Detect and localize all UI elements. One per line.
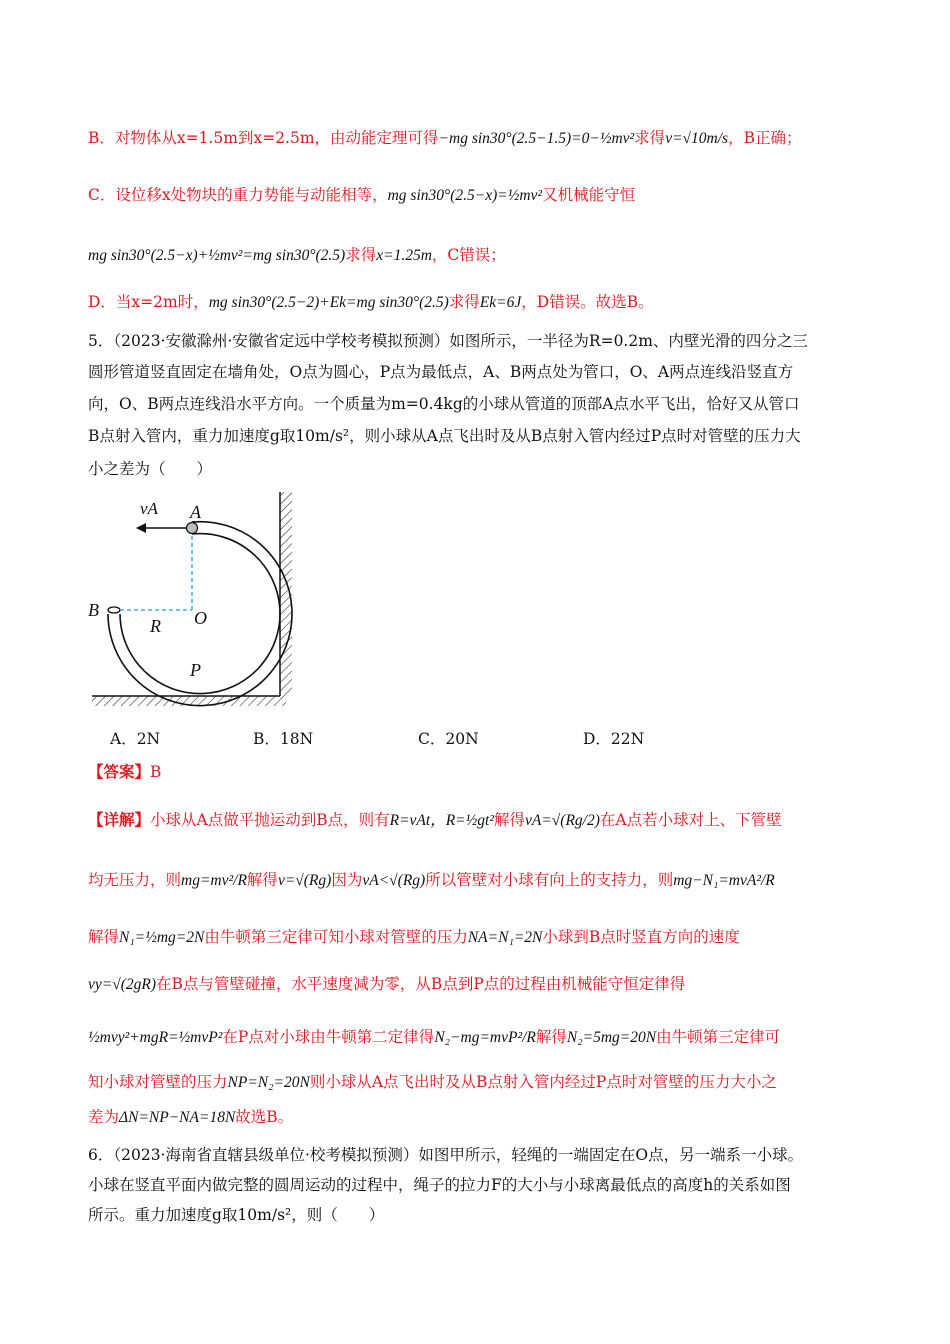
q4-b-mid: 求得 bbox=[634, 129, 666, 147]
q4-b-eq2: v=√10m/s bbox=[665, 130, 729, 147]
choice-c: C．20N bbox=[418, 730, 479, 748]
q4-c-eq2: mg sin30°(2.5−x)+½mv²=mg sin30°(2.5) bbox=[88, 247, 346, 264]
q5-detail-line4 bbox=[88, 972, 868, 997]
d5-c: 解得 bbox=[535, 1028, 567, 1046]
answer-value: B bbox=[150, 763, 162, 781]
q5-pipe-figure bbox=[86, 486, 308, 716]
q4-d-eq2: Ek=6J bbox=[479, 294, 522, 311]
d6-text: 知小球对管壁的压力 bbox=[88, 1073, 228, 1091]
q5-detail-line5 bbox=[88, 1025, 868, 1050]
q4-c-end: 又机械能守恒 bbox=[542, 186, 636, 204]
q6-stem-line3: 所示。重力加速度g取10m/s²，则（ ） bbox=[88, 1206, 385, 1224]
q5-detail-line6 bbox=[88, 1070, 868, 1095]
q5-stem-line1: 5．（2023·安徽滁州·安徽省定远中学校考模拟预测）如图所示，一半径为R=0.2m、内壁光滑的四分之三 bbox=[88, 332, 808, 350]
d1-c: 在A点若小球对上、下管壁 bbox=[599, 811, 782, 829]
label-p: P bbox=[190, 660, 201, 680]
d7-b: 故选B。 bbox=[235, 1108, 294, 1126]
q6-stem-line2: 小球在竖直平面内做完整的圆周运动的过程中，绳子的拉力F的大小与小球离最低点的高度h的关系如图 bbox=[88, 1176, 791, 1194]
d7-text: 差为 bbox=[88, 1108, 120, 1126]
q4-option-c-line bbox=[88, 183, 868, 208]
d2-eq2: v=√(Rg) bbox=[277, 872, 332, 889]
d3-eq: N₁=½mg=2N bbox=[119, 929, 205, 946]
d5-eq3: N₂=5mg=20N bbox=[566, 1029, 657, 1046]
q5-detail-line3 bbox=[88, 925, 868, 950]
d1-eq2: vA=√(Rg/2) bbox=[524, 812, 600, 829]
d4-eq: vy=√(2gR) bbox=[88, 976, 157, 993]
q4-b-end: ，B正确； bbox=[728, 129, 802, 147]
d1-text: 小球从A点做平抛运动到B点，则有 bbox=[150, 811, 390, 829]
label-b: B bbox=[88, 600, 99, 620]
label-va: vA bbox=[140, 499, 158, 518]
choice-d: D．22N bbox=[583, 730, 645, 748]
d6-eq: NP=N₂=20N bbox=[227, 1074, 310, 1091]
q5-answer-line bbox=[88, 760, 868, 784]
d3-eq2: NA=N₁=2N bbox=[467, 929, 543, 946]
d4-b: 在B点与管壁碰撞，水平速度减为零，从B点到P点的过程由机械能守恒定律得 bbox=[156, 975, 686, 993]
label-o: O bbox=[194, 608, 207, 628]
q5-detail-line7 bbox=[88, 1105, 868, 1130]
d5-b: 在P点对小球由牛顿第二定律得 bbox=[222, 1028, 435, 1046]
d2-b: 解得 bbox=[246, 871, 278, 889]
label-a: A bbox=[190, 502, 201, 522]
d3-text: 解得 bbox=[88, 928, 120, 946]
d6-b: 则小球从A点飞出时及从B点射入管内经过P点时对管壁的压力大小之 bbox=[309, 1073, 777, 1091]
label-r: R bbox=[150, 616, 161, 636]
d2-eq4: mg−N₁=mvA²/R bbox=[673, 872, 775, 889]
d2-eq3: vA<√(Rg) bbox=[362, 872, 426, 889]
q4-b-eq1: −mg sin30°(2.5−1.5)=0−½mv² bbox=[438, 130, 635, 147]
ball-a bbox=[187, 523, 198, 534]
d5-d: 由牛顿第三定律可 bbox=[656, 1028, 781, 1046]
d2-d: 所以管壁对小球有向上的支持力，则 bbox=[425, 871, 674, 889]
q5-stem-line3: 向，O、B两点连线沿水平方向。一个质量为m=0.4kg的小球从管道的顶部A点水平飞出，恰好又从管口 bbox=[88, 395, 800, 413]
answer-tag: 【答案】 bbox=[88, 762, 151, 781]
d2-c: 因为 bbox=[331, 871, 363, 889]
q6-stem-line1: 6．（2023·海南省直辖县级单位·校考模拟预测）如图甲所示，轻绳的一端固定在O点，另一端系一小球。 bbox=[88, 1146, 804, 1164]
d1-b: 解得 bbox=[493, 811, 525, 829]
q4-d-end: ，D错误。故选B。 bbox=[521, 293, 654, 311]
q5-stem-line5: 小之差为（ ） bbox=[88, 460, 213, 478]
q5-detail-line2 bbox=[88, 868, 868, 893]
d2-text: 均无压力，则 bbox=[88, 871, 182, 889]
q4-d-eq1: mg sin30°(2.5−2)+Ek=mg sin30°(2.5) bbox=[208, 294, 449, 311]
q4-d-text: D．当x=2m时， bbox=[88, 293, 209, 311]
q4-c-end2: ，C错误； bbox=[431, 246, 506, 264]
q4-c-eq3: x=1.25m bbox=[376, 247, 432, 264]
q4-c-eq1: mg sin30°(2.5−x)=½mv² bbox=[387, 187, 543, 204]
q5-stem-line2: 圆形管道竖直固定在墙角处，O点为圆心，P点为最低点，A、B两点处为管口，O、A两点连线沿竖直方 bbox=[88, 363, 794, 381]
d5-eq: ½mvy²+mgR=½mvP² bbox=[88, 1029, 223, 1046]
d3-c: 小球到B点时竖直方向的速度 bbox=[542, 928, 740, 946]
detail-tag: 【详解】 bbox=[88, 810, 151, 829]
d1-eq: R=vAt，R=½gt² bbox=[389, 812, 494, 829]
q4-option-b-line bbox=[88, 126, 868, 151]
choice-b: B．18N bbox=[253, 730, 314, 748]
q4-option-d-line bbox=[88, 290, 868, 315]
q4-d-mid: 求得 bbox=[448, 293, 480, 311]
q4-b-text: B．对物体从x=1.5m到x=2.5m，由动能定理可得 bbox=[88, 129, 439, 147]
d3-b: 由牛顿第三定律可知小球对管壁的压力 bbox=[204, 928, 468, 946]
velocity-arrow-head bbox=[136, 523, 146, 533]
pipe-mouth-b bbox=[108, 607, 120, 613]
d5-eq2: N₂−mg=mvP²/R bbox=[434, 1029, 536, 1046]
q4-option-c-line2 bbox=[88, 243, 868, 268]
choice-a: A．2N bbox=[110, 730, 161, 748]
d7-eq: ΔN=NP−NA=18N bbox=[119, 1109, 236, 1126]
q4-c-mid: 求得 bbox=[345, 246, 377, 264]
q5-detail-line1 bbox=[88, 808, 868, 833]
q4-c-text: C．设位移x处物块的重力势能与动能相等， bbox=[88, 186, 388, 204]
d2-eq: mg=mv²/R bbox=[181, 872, 247, 889]
q5-stem-line4: B点射入管内，重力加速度g取10m/s²，则小球从A点飞出时及从B点射入管内经过P点时对管壁的压力大 bbox=[88, 427, 801, 445]
